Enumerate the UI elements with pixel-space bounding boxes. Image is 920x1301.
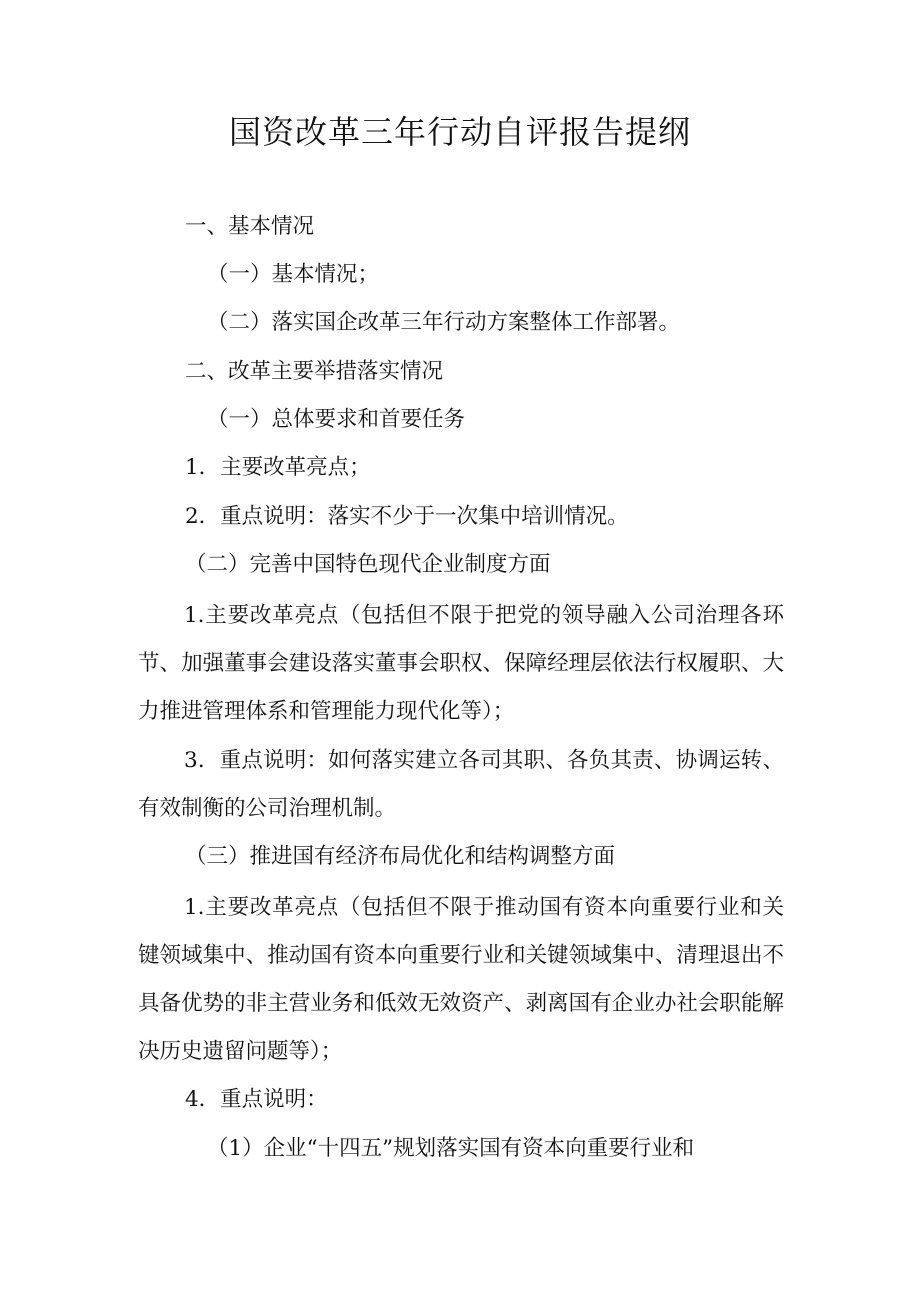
section-heading-basic: 一、基本情况 <box>185 214 315 239</box>
item-key-notes-4: 4．重点说明： <box>185 1087 328 1112</box>
subsection-modern-enterprise: （二）完善中国特色现代企业制度方面 <box>185 552 551 577</box>
document-title: 国资改革三年行动自评报告提纲 <box>228 113 691 151</box>
item-key-notes-2: 2．重点说明：落实不少于一次集中培训情况。 <box>185 504 629 529</box>
subsection-deployment: （二）落实国企改革三年行动方案整体工作部署。 <box>207 310 681 335</box>
item-highlights-1: 1．主要改革亮点； <box>185 455 371 480</box>
subsection-basic-situation: （一）基本情况； <box>207 262 380 287</box>
paragraph-governance-notes: 3．重点说明：如何落实建立各司其职、各负其责、协调运转、有效制衡的公司治理机制。 <box>138 748 784 821</box>
section-heading-measures: 二、改革主要举措落实情况 <box>185 359 444 384</box>
item-five-year-plan: （1）企业“十四五”规划落实国有资本向重要行业和 <box>207 1136 695 1161</box>
paragraph-enterprise-highlights: 1.主要改革亮点（包括但不限于把党的领导融入公司治理各环节、加强董事会建设落实董事会职权、保障经理层依法行权履职、大力推进管理体系和管理能力现代化等）； <box>138 603 784 724</box>
subsection-general-requirements: （一）总体要求和首要任务 <box>207 407 466 432</box>
subsection-layout-optimization: （三）推进国有经济布局优化和结构调整方面 <box>185 844 616 869</box>
paragraph-layout-highlights: 1.主要改革亮点（包括但不限于推动国有资本向重要行业和关键领域集中、推动国有资本向重要行业和关键领域集中、清理退出不具备优势的非主营业务和低效无效资产、剥离国有企业办社会职能解决历史遗留问题等）； <box>138 895 784 1064</box>
